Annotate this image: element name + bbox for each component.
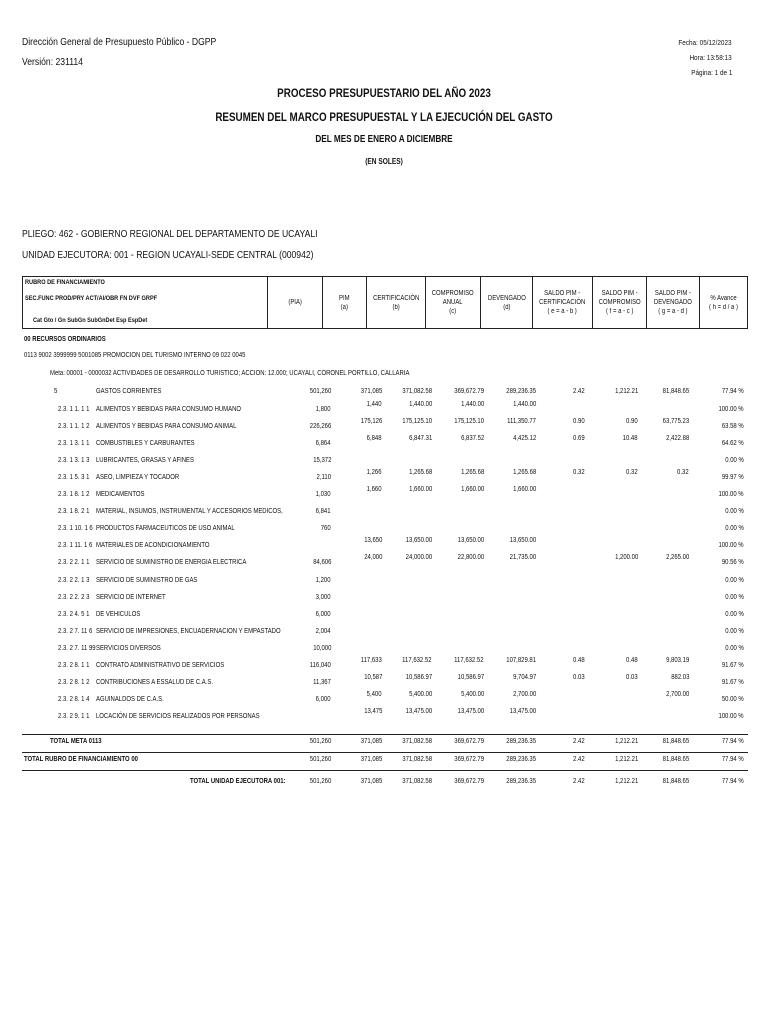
cell-f: 1,200.00 <box>614 554 638 562</box>
item-code: 2.3. 2 2. 1 3 <box>58 576 90 584</box>
item-name: MATERIALES DE ACONDICIONAMIENTO <box>96 542 210 550</box>
item-name: SERVICIO DE INTERNET <box>96 593 166 601</box>
cell-f: 0.32 <box>626 469 638 477</box>
cell-e: 2.42 <box>573 738 585 745</box>
cell-h: 50.00 % <box>722 695 744 703</box>
cell-h: 0.00 % <box>725 593 744 601</box>
cell-pim: 24,000 <box>363 554 382 562</box>
cell-g: 81,848.65 <box>662 756 689 763</box>
col-dev: DEVENGADO (d) <box>480 277 533 329</box>
item-name: DE VEHICULOS <box>96 610 141 618</box>
cell-g: 81,848.65 <box>662 388 689 395</box>
cell-cert: 13,475.00 <box>405 707 432 715</box>
cell-dev: 107,829.81 <box>506 656 536 664</box>
item-name: MATERIAL, INSUMOS, INSTRUMENTAL Y ACCESORIOS MEDICOS, <box>96 508 283 516</box>
version: Versión: 231114 <box>22 56 83 68</box>
total-row <box>22 756 748 772</box>
table-row <box>22 628 748 644</box>
cell-pim: 371,085 <box>360 756 382 763</box>
cell-g: 81,848.65 <box>662 778 689 785</box>
cell-pia: 1,030 <box>316 491 331 499</box>
item-name: SERVICIO DE IMPRESIONES, ENCUADERNACION Y EMPASTADO <box>96 627 281 635</box>
item-name: CONTRATO ADMINISTRATIVO DE SERVICIOS <box>96 661 225 669</box>
cell-e: 2.42 <box>573 388 585 395</box>
item-name: AGUINALDOS DE C.A.S. <box>96 695 164 703</box>
item-code: 2.3. 2 4. 5 1 <box>58 610 90 618</box>
cell-cert: 371,082.58 <box>402 388 432 395</box>
cell-pia: 15,372 <box>312 457 331 465</box>
cell-f: 1,212.21 <box>614 738 638 745</box>
cell-g: 2,265.00 <box>665 554 689 562</box>
cell-h: 0.00 % <box>725 576 744 584</box>
cell-pia: 116,040 <box>309 661 331 669</box>
cell-h: 77.94 % <box>722 388 744 395</box>
cell-pia: 84,606 <box>312 559 331 567</box>
cell-dev: 13,650.00 <box>509 537 536 545</box>
item-code: 2.3. 1 11. 1 6 <box>58 542 93 550</box>
cell-cert: 6,847.31 <box>408 435 432 443</box>
cell-cert: 24,000.00 <box>405 554 432 562</box>
cell-e: 0.32 <box>573 469 585 477</box>
item-name: ASEO, LIMPIEZA Y TOCADOR <box>96 474 180 482</box>
cell-pim: 10,587 <box>363 673 382 681</box>
cell-dev: 21,735.00 <box>509 554 536 562</box>
cell-h: 77.94 % <box>722 778 744 785</box>
table-row <box>22 611 748 627</box>
pliego: PLIEGO: 462 - GOBIERNO REGIONAL DEL DEPARTAMENTO DE UCAYALI <box>22 228 318 240</box>
total-label: TOTAL META 0113 <box>50 738 102 745</box>
cell-pia: 501,260 <box>309 738 331 745</box>
cell-pia: 11,367 <box>313 678 331 686</box>
cell-pim: 371,085 <box>360 738 382 745</box>
table-row <box>22 554 748 575</box>
cell-comp: 369,672.79 <box>454 756 484 763</box>
cell-pim: 1,660 <box>367 486 382 494</box>
cell-dev: 289,236.35 <box>506 738 536 745</box>
cell-comp: 22,800.00 <box>457 554 484 562</box>
item-code: 2.3. 2 8. 1 1 <box>58 661 90 669</box>
item-code: 2.3. 2 2. 2 3 <box>58 593 90 601</box>
cell-dev: 289,236.35 <box>506 778 536 785</box>
item-code: 2.3. 2 7. 11 6 <box>58 627 93 635</box>
cell-pia: 501,260 <box>309 778 331 785</box>
cell-e: 0.03 <box>573 673 585 681</box>
col-saldo-cert: SALDO PIM - CERTIFICACIÓN ( e = a - b ) <box>533 277 592 329</box>
item-code: 2.3. 1 1. 1 1 <box>58 406 90 413</box>
item-code: 2.3. 1 5. 3 1 <box>58 474 90 482</box>
col-comp: COMPROMISO ANUAL (c) <box>426 277 480 329</box>
col-cert: CERTIFICACIÓN (b) <box>366 277 425 329</box>
cell-dev: 1,660.00 <box>512 486 536 494</box>
cell-comp: 369,672.79 <box>454 388 484 395</box>
col-saldo-comp: SALDO PIM - COMPROMISO ( f = a - c ) <box>592 277 646 329</box>
item-code: 2.3. 2 8. 1 4 <box>58 695 90 703</box>
table-row <box>22 457 748 473</box>
table-row <box>22 525 748 541</box>
item-code: 2.3. 2 2. 1 1 <box>58 559 90 567</box>
cell-h: 0.00 % <box>725 627 744 635</box>
cell-f: 0.48 <box>626 656 638 664</box>
cell-pim: 13,475 <box>363 707 382 715</box>
cell-pia: 10,000 <box>312 644 331 652</box>
item-name: SERVICIOS DIVERSOS <box>96 644 161 652</box>
item-code: 2.3. 1 3. 1 1 <box>58 440 90 448</box>
cell-dev: 289,236.35 <box>506 388 536 395</box>
item-code: 2.3. 1 10. 1 6 <box>58 525 93 533</box>
cell-dev: 2,700.00 <box>512 690 536 698</box>
table-row <box>22 508 748 524</box>
generic-code: 5 <box>54 388 58 395</box>
cell-pia: 2,110 <box>316 474 331 482</box>
cell-h: 64.62 % <box>722 440 744 448</box>
table-row <box>22 645 748 661</box>
cell-g: 882.03 <box>670 673 689 681</box>
cell-dev: 4,425.12 <box>512 435 536 443</box>
total-row <box>22 778 748 794</box>
cell-e: 0.69 <box>573 435 585 443</box>
total-label: TOTAL UNIDAD EJECUTORA 001: <box>190 778 286 785</box>
meta-label: Meta: 00001 - 0000032 ACTIVIDADES DE DESARROLLO TURISTICO; ACCION: 12.000; UCAYALI, CORONEL PORTILLO, CALLARIA <box>50 370 410 377</box>
cell-comp: 13,475.00 <box>457 707 484 715</box>
cell-pim: 371,085 <box>360 388 382 395</box>
table-row <box>22 418 748 439</box>
title-4: (EN SOLES) <box>365 157 403 166</box>
cell-comp: 369,672.79 <box>454 778 484 785</box>
item-name: MEDICAMENTOS <box>96 491 145 499</box>
item-name: LUBRICANTES, GRASAS Y AFINES <box>96 457 194 465</box>
table-row <box>22 594 748 610</box>
cell-pim: 371,085 <box>360 778 382 785</box>
cell-pim: 175,126 <box>360 418 382 426</box>
cell-pim: 117,633 <box>360 656 382 664</box>
cell-e: 0.90 <box>573 418 585 426</box>
cell-h: 77.94 % <box>722 738 744 745</box>
cell-h: 100.00 % <box>718 542 744 550</box>
cell-h: 100.00 % <box>718 712 744 720</box>
item-name: COMBUSTIBLES Y CARBURANTES <box>96 440 195 448</box>
table-row <box>22 537 748 558</box>
cell-h: 90.56 % <box>722 559 744 567</box>
cell-pia: 6,841 <box>316 508 331 516</box>
cell-pia: 501,260 <box>309 388 331 395</box>
cell-h: 100.00 % <box>718 406 744 413</box>
secfunc-label: 0113 9002 3999999 5001085 PROMOCION DEL TURISMO INTERNO 09 022 0045 <box>24 352 246 359</box>
cell-cert: 175,125.10 <box>402 418 432 426</box>
cell-f: 0.03 <box>626 673 638 681</box>
col-secfunc-label: SEC.FUNC PROD/PRY ACT/AI/OBR FN DVF GRPF <box>25 295 158 302</box>
cell-g: 81,848.65 <box>662 738 689 745</box>
cell-pim: 1,266 <box>367 469 382 477</box>
total-divider <box>22 734 748 735</box>
cell-h: 0.00 % <box>725 457 744 465</box>
cell-pia: 1,200 <box>316 576 331 584</box>
item-name: SERVICIO DE SUMINISTRO DE GAS <box>96 576 198 584</box>
item-name: ALIMENTOS Y BEBIDAS PARA CONSUMO ANIMAL <box>96 423 237 431</box>
cell-comp: 5,400.00 <box>460 690 484 698</box>
cell-pia: 501,260 <box>309 756 331 763</box>
cell-g: 2,422.88 <box>665 435 689 443</box>
col-rubro <box>23 277 268 329</box>
cell-h: 100.00 % <box>718 491 744 499</box>
cell-f: 0.90 <box>626 418 638 426</box>
cell-comp: 1,265.68 <box>460 469 484 477</box>
cell-pia: 3,000 <box>316 593 331 601</box>
item-code: 2.3. 2 7. 11 99 <box>58 644 96 652</box>
title-2: RESUMEN DEL MARCO PRESUPUESTAL Y LA EJECUCIÓN DEL GASTO <box>215 110 553 124</box>
cell-comp: 10,586.97 <box>457 673 484 681</box>
item-name: LOCACIÓN DE SERVICIOS REALIZADOS POR PERSONAS <box>96 712 260 720</box>
cell-dev: 111,350.77 <box>507 418 536 426</box>
cell-pia: 2,004 <box>316 627 331 635</box>
cell-pia: 226,266 <box>309 423 331 431</box>
item-code: 2.3. 1 8. 1 2 <box>58 491 90 499</box>
total-row <box>22 738 748 754</box>
cell-cert: 10,586.97 <box>405 673 432 681</box>
cell-comp: 175,125.10 <box>454 418 484 426</box>
table-row <box>22 673 748 695</box>
cell-e: 0.48 <box>573 656 585 664</box>
table-row <box>22 486 748 507</box>
cell-h: 91.67 % <box>722 661 744 669</box>
cell-h: 0.00 % <box>725 525 744 533</box>
report-time: Hora: 13:58:13 <box>689 53 732 62</box>
cell-pim: 1,440 <box>367 401 382 408</box>
cell-h: 77.94 % <box>722 756 744 763</box>
cell-f: 1,212.21 <box>614 778 638 785</box>
column-header <box>22 276 748 329</box>
col-catgto-label: Cat Gto / Gn SubGn SubGnDet Esp EspDet <box>33 317 148 324</box>
cell-dev: 13,475.00 <box>509 707 536 715</box>
item-name: ALIMENTOS Y BEBIDAS PARA CONSUMO HUMANO <box>96 406 242 413</box>
cell-pia: 6,000 <box>316 610 331 618</box>
cell-h: 63.58 % <box>722 423 744 431</box>
cell-comp: 1,660.00 <box>460 486 484 494</box>
item-name: PRODUCTOS FARMACEUTICOS DE USO ANIMAL <box>96 525 235 533</box>
cell-pia: 1,800 <box>316 406 331 413</box>
item-code: 2.3. 2 8. 1 2 <box>58 678 90 686</box>
title-3: DEL MES DE ENERO A DICIEMBRE <box>315 134 453 145</box>
cell-comp: 1,440.00 <box>460 401 484 408</box>
cell-cert: 371,082.58 <box>402 756 432 763</box>
cell-g: 63,775.23 <box>662 418 689 426</box>
table-row <box>22 707 748 729</box>
item-code: 2.3. 1 8. 2 1 <box>58 508 90 516</box>
table-row <box>22 656 748 678</box>
cell-cert: 1,440.00 <box>408 401 432 408</box>
item-name: CONTRIBUCIONES A ESSALUD DE C.A.S. <box>96 678 214 686</box>
cell-h: 0.00 % <box>725 610 744 618</box>
cell-comp: 117,632.52 <box>454 656 484 664</box>
cell-cert: 13,650.00 <box>405 537 432 545</box>
item-name: SERVICIO DE SUMINISTRO DE ENERGIA ELECTRICA <box>96 559 247 567</box>
cell-dev: 1,265.68 <box>512 469 536 477</box>
generic-name: GASTOS CORRIENTES <box>96 388 162 395</box>
col-saldo-dev: SALDO PIM - DEVENGADO ( g = a - d ) <box>647 277 700 329</box>
cell-dev: 289,236.35 <box>506 756 536 763</box>
cell-h: 91.67 % <box>722 678 744 686</box>
cell-pia: 6,000 <box>316 695 331 703</box>
cell-pim: 6,848 <box>367 435 382 443</box>
org-name: Dirección General de Presupuesto Público - DGPP <box>22 36 217 48</box>
cell-e: 2.42 <box>573 778 585 785</box>
cell-dev: 1,440.00 <box>512 401 536 408</box>
item-code: 2.3. 1 3. 1 3 <box>58 457 90 465</box>
cell-cert: 371,082.58 <box>402 778 432 785</box>
cell-pia: 6,864 <box>316 440 331 448</box>
cell-comp: 369,672.79 <box>454 738 484 745</box>
cell-f: 1,212.21 <box>614 756 638 763</box>
cell-cert: 5,400.00 <box>408 690 432 698</box>
col-rubro-label: RUBRO DE FINANCIAMIENTO <box>25 279 105 286</box>
cell-dev: 9,704.97 <box>512 673 536 681</box>
cell-g: 2,700.00 <box>665 690 689 698</box>
cell-cert: 371,082.58 <box>402 738 432 745</box>
col-pia: (PIA) <box>267 277 322 329</box>
total-label: TOTAL RUBRO DE FINANCIAMIENTO 00 <box>24 756 138 763</box>
title-1: PROCESO PRESUPUESTARIO DEL AÑO 2023 <box>277 86 491 100</box>
rubro-label: 00 RECURSOS ORDINARIOS <box>24 336 106 343</box>
cell-pim: 13,650 <box>363 537 382 545</box>
cell-h: 0.00 % <box>725 644 744 652</box>
cell-comp: 13,650.00 <box>457 537 484 545</box>
page-number: Página: 1 de 1 <box>690 68 732 77</box>
table-row <box>22 469 748 490</box>
table-row <box>22 690 748 712</box>
cell-e: 2.42 <box>573 756 585 763</box>
cell-h: 99.97 % <box>722 474 744 482</box>
cell-g: 9,803.19 <box>665 656 689 664</box>
table-row <box>22 435 748 456</box>
table-row <box>22 401 748 422</box>
cell-f: 10.48 <box>623 435 638 443</box>
cell-cert: 1,265.68 <box>408 469 432 477</box>
report-date: Fecha: 05/12/2023 <box>678 38 732 47</box>
col-avance: % Avance ( h = d / a ) <box>699 277 747 329</box>
cell-pim: 5,400 <box>367 690 382 698</box>
unidad-ejecutora: UNIDAD EJECUTORA: 001 - REGION UCAYALI-SEDE CENTRAL (000942) <box>22 249 314 261</box>
generic-row <box>22 388 748 404</box>
cell-cert: 117,632.52 <box>402 656 432 664</box>
item-code: 2.3. 1 1. 1 2 <box>58 423 90 431</box>
cell-pia: 760 <box>321 525 331 533</box>
cell-h: 0.00 % <box>725 508 744 516</box>
cell-f: 1,212.21 <box>614 388 638 395</box>
table-row <box>22 577 748 593</box>
col-pim: PIM (a) <box>323 277 367 329</box>
item-code: 2.3. 2 9. 1 1 <box>58 712 90 720</box>
cell-g: 0.32 <box>677 469 689 477</box>
cell-comp: 6,837.52 <box>460 435 484 443</box>
cell-cert: 1,660.00 <box>408 486 432 494</box>
